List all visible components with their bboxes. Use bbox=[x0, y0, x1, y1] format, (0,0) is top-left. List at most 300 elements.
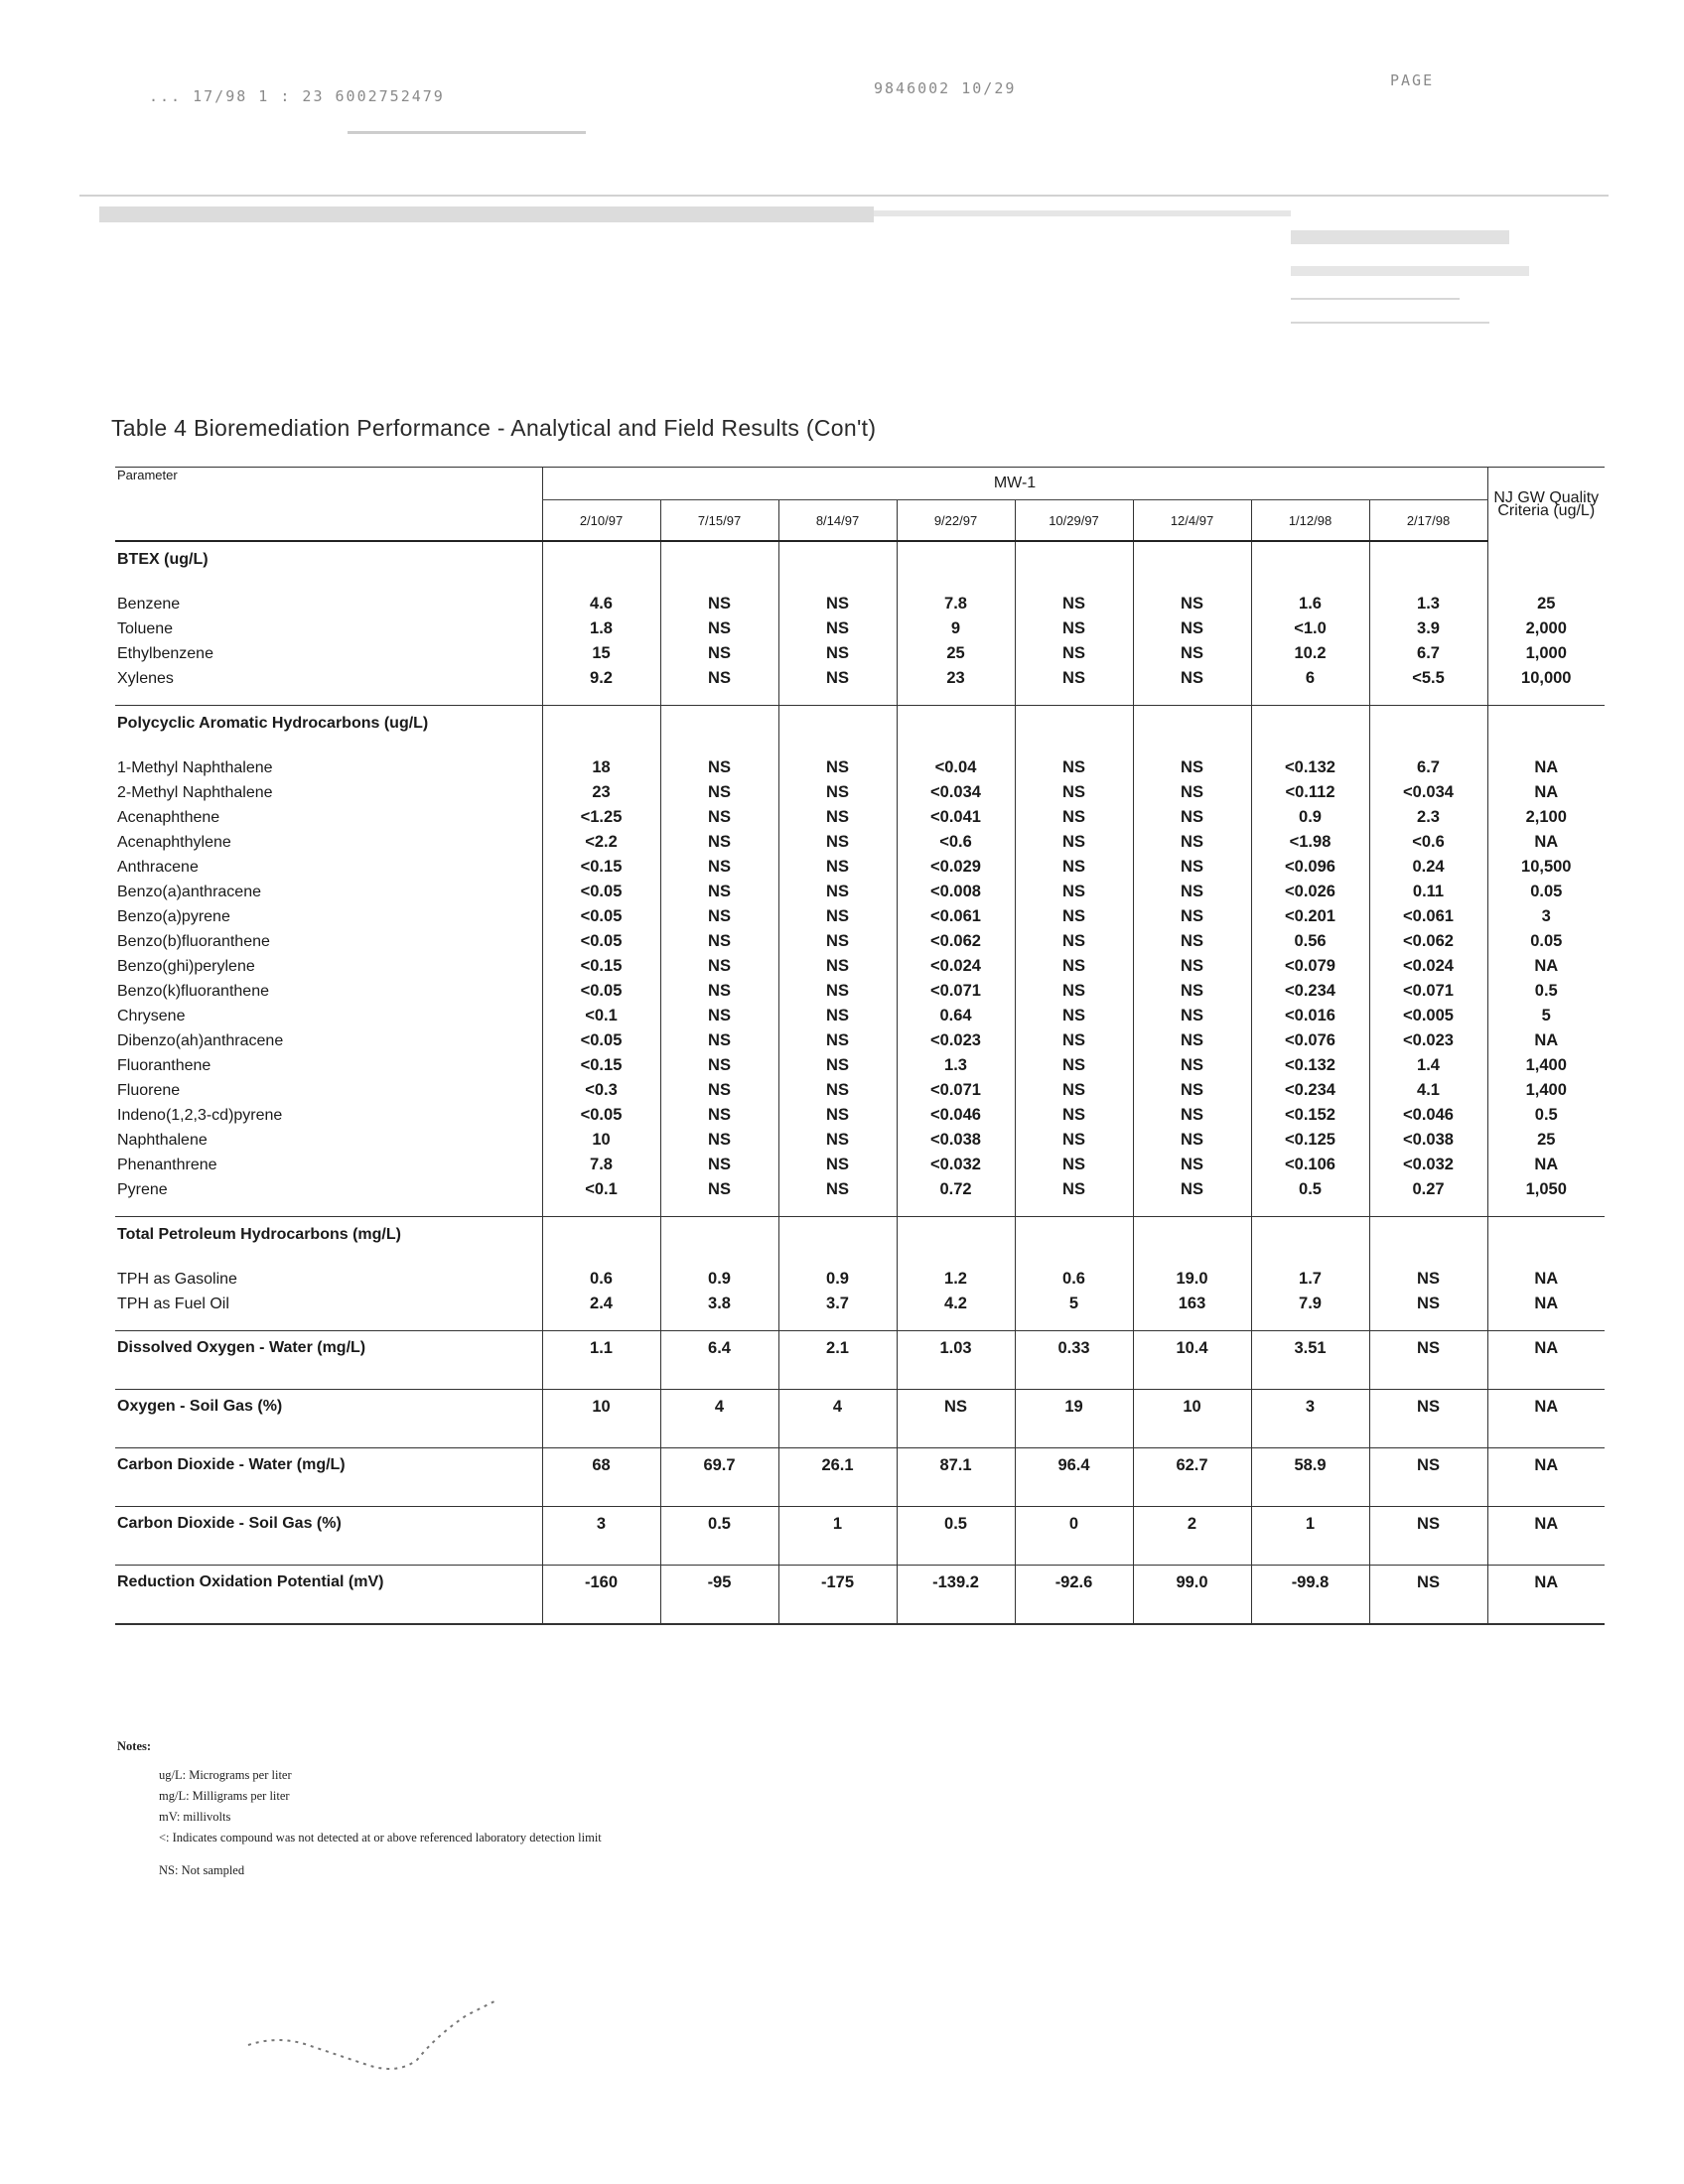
value-cell bbox=[1369, 1253, 1487, 1267]
value-cell bbox=[1369, 1316, 1487, 1331]
value-cell bbox=[542, 541, 660, 578]
value-cell: <0.1 bbox=[542, 1004, 660, 1028]
value-cell bbox=[1133, 1217, 1251, 1254]
value-cell: 9 bbox=[897, 616, 1015, 641]
parameter-name: 1-Methyl Naphthalene bbox=[117, 758, 273, 776]
table-row bbox=[115, 666, 1605, 691]
value-cell bbox=[778, 1217, 897, 1254]
value-cell: NS bbox=[1015, 592, 1133, 616]
parameter-name: Phenanthrene bbox=[117, 1156, 217, 1173]
value-cell: NS bbox=[660, 1103, 778, 1128]
value-cell: NS bbox=[778, 780, 897, 805]
value-cell: <0.071 bbox=[897, 1078, 1015, 1103]
value-cell: <0.132 bbox=[1251, 755, 1369, 780]
value-cell: NS bbox=[778, 755, 897, 780]
value-cell: NS bbox=[1015, 1103, 1133, 1128]
value-cell: 0.9 bbox=[1251, 805, 1369, 830]
value-cell bbox=[897, 578, 1015, 592]
value-cell: NS bbox=[1133, 1153, 1251, 1177]
value-cell: NS bbox=[1133, 805, 1251, 830]
value-cell: <0.034 bbox=[897, 780, 1015, 805]
group-header-row bbox=[115, 706, 1605, 743]
fax-noise bbox=[1291, 322, 1489, 324]
value-cell bbox=[1251, 578, 1369, 592]
value-cell: NS bbox=[1133, 1103, 1251, 1128]
value-cell: 6.4 bbox=[660, 1331, 778, 1390]
value-cell bbox=[1487, 742, 1605, 755]
value-cell bbox=[1251, 706, 1369, 743]
table-row bbox=[115, 929, 1605, 954]
value-cell: <0.061 bbox=[897, 904, 1015, 929]
value-cell: NS bbox=[1015, 1128, 1133, 1153]
value-cell bbox=[1015, 1316, 1133, 1331]
value-cell: NA bbox=[1487, 1566, 1605, 1625]
value-cell bbox=[542, 691, 660, 706]
value-cell: NS bbox=[660, 1177, 778, 1202]
value-cell: 4 bbox=[778, 1390, 897, 1448]
value-cell: 0.27 bbox=[1369, 1177, 1487, 1202]
value-cell: 1.3 bbox=[897, 1053, 1015, 1078]
value-cell: <0.1 bbox=[542, 1177, 660, 1202]
value-cell: NS bbox=[778, 855, 897, 880]
value-cell: NS bbox=[660, 1128, 778, 1153]
value-cell bbox=[1133, 742, 1251, 755]
parameter-name: Carbon Dioxide - Soil Gas (%) bbox=[115, 1507, 542, 1566]
value-cell: NS bbox=[778, 979, 897, 1004]
value-cell: 0.33 bbox=[1015, 1331, 1133, 1390]
value-cell: 0.24 bbox=[1369, 855, 1487, 880]
parameter-name: Benzene bbox=[117, 595, 181, 613]
value-cell: NS bbox=[1133, 830, 1251, 855]
date-header: 2/10/97 bbox=[542, 500, 660, 542]
value-cell: NS bbox=[660, 755, 778, 780]
value-cell bbox=[1369, 691, 1487, 706]
note-item: ug/L: Micrograms per liter bbox=[159, 1768, 292, 1782]
value-cell bbox=[1133, 578, 1251, 592]
note-item: mg/L: Milligrams per liter bbox=[159, 1789, 290, 1803]
value-cell: <0.041 bbox=[897, 805, 1015, 830]
value-cell: NS bbox=[660, 880, 778, 904]
value-cell bbox=[1015, 1202, 1133, 1217]
value-cell: 99.0 bbox=[1133, 1566, 1251, 1625]
value-cell bbox=[1369, 541, 1487, 578]
value-cell: 68 bbox=[542, 1448, 660, 1507]
value-cell: -175 bbox=[778, 1566, 897, 1625]
value-cell: 10.4 bbox=[1133, 1331, 1251, 1390]
value-cell: <0.6 bbox=[897, 830, 1015, 855]
value-cell: NS bbox=[1015, 1153, 1133, 1177]
value-cell: 0.64 bbox=[897, 1004, 1015, 1028]
date-header: 9/22/97 bbox=[897, 500, 1015, 542]
value-cell: 0.5 bbox=[1487, 979, 1605, 1004]
value-cell: NS bbox=[1015, 1177, 1133, 1202]
value-cell: <0.032 bbox=[1369, 1153, 1487, 1177]
value-cell: <0.062 bbox=[1369, 929, 1487, 954]
value-cell: <0.05 bbox=[542, 979, 660, 1004]
value-cell: <1.0 bbox=[1251, 616, 1369, 641]
fax-noise bbox=[348, 131, 586, 134]
table-row bbox=[115, 1053, 1605, 1078]
value-cell bbox=[1133, 691, 1251, 706]
value-cell: NS bbox=[1369, 1267, 1487, 1292]
value-cell: 0.6 bbox=[1015, 1267, 1133, 1292]
value-cell bbox=[1015, 691, 1133, 706]
value-cell: NS bbox=[660, 1028, 778, 1053]
parameter-name: Ethylbenzene bbox=[117, 644, 213, 662]
value-cell: <0.106 bbox=[1251, 1153, 1369, 1177]
value-cell: NS bbox=[1133, 780, 1251, 805]
value-cell: <0.132 bbox=[1251, 1053, 1369, 1078]
parameter-name bbox=[115, 691, 542, 706]
value-cell: <0.023 bbox=[897, 1028, 1015, 1053]
value-cell bbox=[542, 1253, 660, 1267]
parameter-name: Total Petroleum Hydrocarbons (mg/L) bbox=[115, 1217, 542, 1254]
table-row bbox=[115, 641, 1605, 666]
value-cell bbox=[542, 1217, 660, 1254]
value-cell: 0.5 bbox=[1487, 1103, 1605, 1128]
handwritten-mark bbox=[238, 1976, 536, 2095]
table-row bbox=[115, 755, 1605, 780]
table-row bbox=[115, 1153, 1605, 1177]
value-cell: 0.5 bbox=[897, 1507, 1015, 1566]
value-cell bbox=[778, 578, 897, 592]
value-cell: NS bbox=[1369, 1507, 1487, 1566]
parameter-name bbox=[115, 1253, 542, 1267]
value-cell: <0.062 bbox=[897, 929, 1015, 954]
value-cell: <0.234 bbox=[1251, 1078, 1369, 1103]
parameter-name: TPH as Fuel Oil bbox=[117, 1295, 229, 1312]
value-cell: NS bbox=[660, 1078, 778, 1103]
table-row bbox=[115, 1004, 1605, 1028]
value-cell: <0.008 bbox=[897, 880, 1015, 904]
value-cell: NS bbox=[660, 592, 778, 616]
value-cell: 25 bbox=[897, 641, 1015, 666]
value-cell: 1.03 bbox=[897, 1331, 1015, 1390]
value-cell bbox=[1015, 1217, 1133, 1254]
value-cell: NS bbox=[1133, 1004, 1251, 1028]
value-cell: 5 bbox=[1487, 1004, 1605, 1028]
value-cell bbox=[1369, 578, 1487, 592]
parameter-name: Acenaphthene bbox=[117, 808, 220, 826]
value-cell: <0.096 bbox=[1251, 855, 1369, 880]
parameter-name: Oxygen - Soil Gas (%) bbox=[115, 1390, 542, 1448]
value-cell: NS bbox=[778, 904, 897, 929]
value-cell: 4.6 bbox=[542, 592, 660, 616]
parameter-name bbox=[115, 742, 542, 755]
value-cell bbox=[897, 1316, 1015, 1331]
value-cell: NS bbox=[1369, 1292, 1487, 1316]
table-row bbox=[115, 805, 1605, 830]
value-cell: 1.7 bbox=[1251, 1267, 1369, 1292]
fax-header bbox=[0, 0, 1684, 338]
value-cell: 0.5 bbox=[660, 1507, 778, 1566]
value-cell: NS bbox=[1133, 880, 1251, 904]
value-cell: -99.8 bbox=[1251, 1566, 1369, 1625]
value-cell: 10 bbox=[1133, 1390, 1251, 1448]
date-header: 12/4/97 bbox=[1133, 500, 1251, 542]
value-cell: <0.071 bbox=[1369, 979, 1487, 1004]
value-cell: NS bbox=[1015, 855, 1133, 880]
parameter-name bbox=[115, 578, 542, 592]
value-cell: NS bbox=[660, 805, 778, 830]
parameter-name: Chrysene bbox=[117, 1007, 186, 1024]
value-cell: NS bbox=[1369, 1331, 1487, 1390]
date-header: 10/29/97 bbox=[1015, 500, 1133, 542]
value-cell: 1.8 bbox=[542, 616, 660, 641]
value-cell: NS bbox=[660, 1004, 778, 1028]
value-cell: <0.034 bbox=[1369, 780, 1487, 805]
value-cell: 6.7 bbox=[1369, 755, 1487, 780]
header-row-dates bbox=[115, 500, 1605, 542]
value-cell: <0.15 bbox=[542, 855, 660, 880]
value-cell bbox=[897, 706, 1015, 743]
value-cell bbox=[1487, 706, 1605, 743]
date-header: 8/14/97 bbox=[778, 500, 897, 542]
value-cell: NS bbox=[660, 929, 778, 954]
value-cell: NA bbox=[1487, 1390, 1605, 1448]
parameter-name: Toluene bbox=[117, 619, 174, 637]
spacer-row bbox=[115, 691, 1605, 706]
parameter-name: Benzo(a)pyrene bbox=[117, 907, 230, 925]
table-row bbox=[115, 979, 1605, 1004]
value-cell: 4 bbox=[660, 1390, 778, 1448]
standard-header: NJ GW Quality Criteria (ug/L) bbox=[1487, 468, 1605, 542]
value-cell: <0.005 bbox=[1369, 1004, 1487, 1028]
value-cell bbox=[1487, 1253, 1605, 1267]
value-cell: <0.112 bbox=[1251, 780, 1369, 805]
value-cell bbox=[1015, 578, 1133, 592]
value-cell: NS bbox=[1133, 1177, 1251, 1202]
table-row bbox=[115, 1448, 1605, 1507]
fax-header-left: ... 17/98 1 : 23 6002752479 bbox=[149, 87, 445, 105]
value-cell bbox=[1251, 1253, 1369, 1267]
value-cell bbox=[1487, 541, 1605, 578]
table-row bbox=[115, 1028, 1605, 1053]
value-cell: NS bbox=[660, 616, 778, 641]
table-row bbox=[115, 1390, 1605, 1448]
value-cell: NS bbox=[1133, 1128, 1251, 1153]
spacer-row bbox=[115, 1202, 1605, 1217]
value-cell: 1.1 bbox=[542, 1331, 660, 1390]
value-cell: 10,000 bbox=[1487, 666, 1605, 691]
spacer-row bbox=[115, 1253, 1605, 1267]
value-cell: NA bbox=[1487, 954, 1605, 979]
table-row bbox=[115, 1566, 1605, 1625]
table-row bbox=[115, 1267, 1605, 1292]
value-cell: NS bbox=[1133, 904, 1251, 929]
value-cell: 1,400 bbox=[1487, 1053, 1605, 1078]
table-row bbox=[115, 954, 1605, 979]
value-cell bbox=[897, 691, 1015, 706]
fax-header-center: 9846002 10/29 bbox=[874, 79, 1017, 97]
value-cell: 58.9 bbox=[1251, 1448, 1369, 1507]
header-row-top bbox=[115, 468, 1605, 500]
value-cell bbox=[897, 1253, 1015, 1267]
value-cell: NS bbox=[660, 904, 778, 929]
table-row bbox=[115, 616, 1605, 641]
value-cell: NS bbox=[778, 1153, 897, 1177]
value-cell: NS bbox=[778, 830, 897, 855]
value-cell bbox=[1251, 1217, 1369, 1254]
value-cell: 0.11 bbox=[1369, 880, 1487, 904]
value-cell: NS bbox=[897, 1390, 1015, 1448]
date-header: 1/12/98 bbox=[1251, 500, 1369, 542]
fax-noise bbox=[1291, 230, 1509, 244]
value-cell: 163 bbox=[1133, 1292, 1251, 1316]
value-cell: 15 bbox=[542, 641, 660, 666]
value-cell: 23 bbox=[542, 780, 660, 805]
fax-noise bbox=[874, 210, 1291, 216]
value-cell: <0.3 bbox=[542, 1078, 660, 1103]
value-cell: <1.25 bbox=[542, 805, 660, 830]
value-cell: 7.9 bbox=[1251, 1292, 1369, 1316]
value-cell: <0.05 bbox=[542, 929, 660, 954]
value-cell: NS bbox=[1015, 880, 1133, 904]
value-cell bbox=[1369, 706, 1487, 743]
value-cell: 19.0 bbox=[1133, 1267, 1251, 1292]
spacer-row bbox=[115, 578, 1605, 592]
date-header: 2/17/98 bbox=[1369, 500, 1487, 542]
value-cell: 2.1 bbox=[778, 1331, 897, 1390]
value-cell: NS bbox=[1015, 929, 1133, 954]
value-cell: NA bbox=[1487, 1267, 1605, 1292]
value-cell: NS bbox=[1133, 592, 1251, 616]
parameter-name: TPH as Gasoline bbox=[117, 1270, 237, 1288]
value-cell: NS bbox=[1015, 666, 1133, 691]
table-row bbox=[115, 855, 1605, 880]
parameter-name: Naphthalene bbox=[117, 1131, 208, 1149]
value-cell: NS bbox=[660, 666, 778, 691]
value-cell: NS bbox=[1133, 855, 1251, 880]
value-cell: NS bbox=[1133, 929, 1251, 954]
value-cell: 2,000 bbox=[1487, 616, 1605, 641]
value-cell: 0.05 bbox=[1487, 929, 1605, 954]
value-cell bbox=[1487, 691, 1605, 706]
date-header: 7/15/97 bbox=[660, 500, 778, 542]
value-cell: 62.7 bbox=[1133, 1448, 1251, 1507]
value-cell: NS bbox=[1369, 1566, 1487, 1625]
value-cell bbox=[1487, 1316, 1605, 1331]
value-cell: 1.3 bbox=[1369, 592, 1487, 616]
value-cell bbox=[778, 1202, 897, 1217]
value-cell: NS bbox=[1015, 954, 1133, 979]
value-cell: 0.5 bbox=[1251, 1177, 1369, 1202]
value-cell: NS bbox=[1015, 641, 1133, 666]
value-cell: <0.046 bbox=[1369, 1103, 1487, 1128]
value-cell: 18 bbox=[542, 755, 660, 780]
value-cell: NS bbox=[1015, 755, 1133, 780]
value-cell: <0.046 bbox=[897, 1103, 1015, 1128]
parameter-name: Xylenes bbox=[117, 669, 174, 687]
value-cell: 2,100 bbox=[1487, 805, 1605, 830]
parameter-header: Parameter bbox=[115, 468, 542, 500]
value-cell: NS bbox=[778, 880, 897, 904]
value-cell: <0.201 bbox=[1251, 904, 1369, 929]
value-cell: <0.016 bbox=[1251, 1004, 1369, 1028]
value-cell: 0.9 bbox=[660, 1267, 778, 1292]
fax-noise bbox=[1291, 266, 1529, 276]
value-cell: 2 bbox=[1133, 1507, 1251, 1566]
value-cell: 0.56 bbox=[1251, 929, 1369, 954]
value-cell bbox=[1133, 706, 1251, 743]
value-cell: NS bbox=[778, 954, 897, 979]
value-cell: <0.152 bbox=[1251, 1103, 1369, 1128]
notes-title: Notes: bbox=[117, 1739, 152, 1753]
group-header-row bbox=[115, 541, 1605, 578]
table-row bbox=[115, 880, 1605, 904]
value-cell: <0.079 bbox=[1251, 954, 1369, 979]
value-cell: NS bbox=[778, 1053, 897, 1078]
parameter-name: Reduction Oxidation Potential (mV) bbox=[115, 1566, 542, 1625]
value-cell: NS bbox=[1369, 1390, 1487, 1448]
parameter-name: Dissolved Oxygen - Water (mg/L) bbox=[115, 1331, 542, 1390]
value-cell: 1,050 bbox=[1487, 1177, 1605, 1202]
value-cell bbox=[897, 1202, 1015, 1217]
value-cell: 1.2 bbox=[897, 1267, 1015, 1292]
value-cell: <0.15 bbox=[542, 1053, 660, 1078]
value-cell bbox=[542, 742, 660, 755]
fax-header-right: PAGE bbox=[1390, 71, 1435, 89]
parameter-name: Dibenzo(ah)anthracene bbox=[117, 1031, 284, 1049]
value-cell: 2.4 bbox=[542, 1292, 660, 1316]
value-cell: NS bbox=[778, 1004, 897, 1028]
parameter-name: Acenaphthylene bbox=[117, 833, 231, 851]
value-cell: 69.7 bbox=[660, 1448, 778, 1507]
value-cell bbox=[778, 1316, 897, 1331]
value-cell: 5 bbox=[1015, 1292, 1133, 1316]
value-cell: <0.05 bbox=[542, 1028, 660, 1053]
value-cell bbox=[542, 1316, 660, 1331]
value-cell: 0.72 bbox=[897, 1177, 1015, 1202]
value-cell bbox=[1015, 1253, 1133, 1267]
value-cell bbox=[542, 706, 660, 743]
value-cell: 25 bbox=[1487, 1128, 1605, 1153]
table-row bbox=[115, 592, 1605, 616]
value-cell: NS bbox=[1015, 1078, 1133, 1103]
value-cell: NS bbox=[660, 979, 778, 1004]
value-cell: NS bbox=[1133, 954, 1251, 979]
fax-noise bbox=[79, 195, 1609, 197]
value-cell bbox=[660, 742, 778, 755]
value-cell: NS bbox=[1369, 1448, 1487, 1507]
value-cell bbox=[660, 1202, 778, 1217]
value-cell: NS bbox=[1133, 641, 1251, 666]
value-cell: 96.4 bbox=[1015, 1448, 1133, 1507]
value-cell: NS bbox=[1015, 1028, 1133, 1053]
value-cell bbox=[778, 706, 897, 743]
value-cell: NA bbox=[1487, 1448, 1605, 1507]
table-row bbox=[115, 780, 1605, 805]
value-cell: <0.15 bbox=[542, 954, 660, 979]
value-cell: <0.029 bbox=[897, 855, 1015, 880]
fax-noise bbox=[1291, 298, 1460, 300]
value-cell bbox=[1133, 1253, 1251, 1267]
value-cell: -95 bbox=[660, 1566, 778, 1625]
value-cell: <0.026 bbox=[1251, 880, 1369, 904]
value-cell: <0.071 bbox=[897, 979, 1015, 1004]
group-header-row bbox=[115, 1217, 1605, 1254]
parameter-name: Indeno(1,2,3-cd)pyrene bbox=[117, 1106, 283, 1124]
value-cell: NS bbox=[1015, 830, 1133, 855]
value-cell: NS bbox=[660, 1053, 778, 1078]
value-cell: 3.7 bbox=[778, 1292, 897, 1316]
value-cell: NA bbox=[1487, 755, 1605, 780]
value-cell bbox=[897, 1217, 1015, 1254]
value-cell: NS bbox=[1133, 755, 1251, 780]
table-row bbox=[115, 1177, 1605, 1202]
value-cell: 3.8 bbox=[660, 1292, 778, 1316]
value-cell: NA bbox=[1487, 1331, 1605, 1390]
